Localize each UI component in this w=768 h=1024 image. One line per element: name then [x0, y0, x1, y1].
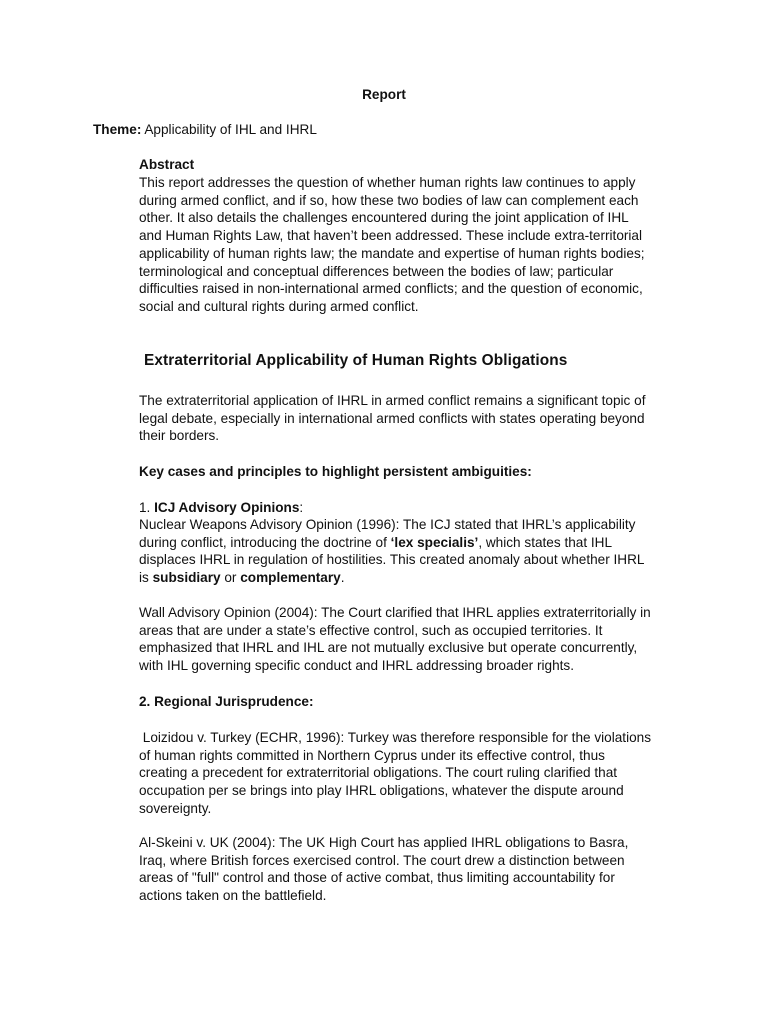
nuclear-line [139, 534, 679, 552]
alskeini-line: Iraq, where British forces exercised control. The court drew a distinction between [139, 852, 625, 868]
abstract-line: and Human Rights Law, that haven’t been addressed. These include extra-territorial [139, 228, 643, 244]
loizidou-line: Loizidou v. Turkey (ECHR, 1996): Turkey was therefore responsible for the violations [139, 730, 652, 745]
complementary-term: complementary [240, 570, 341, 586]
icj-heading [139, 499, 679, 517]
wall-line: emphasized that IHRL and IHL are not mutually exclusive but operate concurrently, [139, 640, 638, 656]
nuclear-line: Nuclear Weapons Advisory Opinion (1996): The ICJ stated that IHRL’s applicability [139, 517, 636, 532]
wall-opinion-paragraph [139, 604, 679, 675]
abstract-line: social and cultural rights during armed conflict. [139, 298, 419, 314]
alskeini-line: Al-Skeini v. UK (2004): The UK High Court has applied IHRL obligations to Basra, [139, 835, 629, 850]
abstract-line: during armed conflict, and if so, how these two bodies of law can complement each [139, 192, 639, 208]
wall-line: with IHL governing specific conduct and IHRL addressing broader rights. [139, 658, 574, 674]
loizidou-line: occupation per se brings into play IHRL obligations, whatever the dispute around [139, 783, 624, 799]
report-title: Report [362, 87, 406, 102]
abstract-body [139, 174, 679, 316]
icj-colon: : [299, 500, 304, 515]
nuclear-text: during conflict, introducing the doctrine of [139, 534, 391, 550]
theme-line [93, 121, 317, 139]
loizidou-line: sovereignty. [139, 800, 212, 816]
intro-line: their borders. [139, 428, 220, 444]
abstract-heading: Abstract [139, 157, 195, 172]
theme-label: Theme: [93, 122, 142, 137]
section-intro [139, 392, 679, 445]
wall-line: Wall Advisory Opinion (2004): The Court clarified that IHRL applies extraterritorially in [139, 605, 651, 620]
alskeini-line: areas of "full" control and those of active combat, thus limiting accountability for [139, 870, 615, 886]
nuclear-line: displaces IHRL in regulation of hostilities. This created anomaly about whether IHRL [139, 552, 645, 568]
subsidiary-term: subsidiary [152, 570, 221, 586]
intro-line: legal debate, especially in international armed conflicts with states operating beyond [139, 410, 645, 426]
nuclear-weapons-paragraph [139, 516, 679, 587]
abstract-line: difficulties raised in non-international armed conflicts; and the question of economic, [139, 281, 643, 297]
theme-value: Applicability of IHL and IHRL [141, 122, 317, 137]
nuclear-text: , which states that IHL [478, 534, 613, 550]
loizidou-line: of human rights committed in Northern Cyprus under its effective control, thus [139, 747, 605, 763]
icj-number: 1. [139, 500, 155, 515]
nuclear-line [139, 569, 679, 587]
al-skeini-paragraph [139, 834, 679, 905]
icj-title: ICJ Advisory Opinions [154, 500, 300, 515]
abstract-line: This report addresses the question of whether human rights law continues to apply [139, 175, 636, 190]
loizidou-paragraph [139, 729, 679, 818]
abstract-line: applicability of human rights law; the mandate and expertise of human rights bodies; [139, 245, 645, 261]
abstract-line: other. It also details the challenges encountered during the joint application of IHL [139, 210, 629, 226]
intro-line: The extraterritorial application of IHRL in armed conflict remains a significant topic of [139, 393, 646, 408]
section-heading: Extraterritorial Applicability of Human Rights Obligations [144, 352, 568, 369]
nuclear-text: or [220, 570, 241, 586]
nuclear-text: is [139, 570, 153, 586]
lex-specialis-term: ‘lex specialis’ [390, 534, 479, 550]
nuclear-text: . [340, 570, 345, 586]
loizidou-line: creating a precedent for extraterritorial obligations. The court ruling clarified that [139, 765, 618, 781]
wall-line: areas that are under a state’s effective control, such as occupied territories. It [139, 622, 603, 638]
alskeini-line: actions taken on the battlefield. [139, 888, 327, 904]
abstract-line: terminological and conceptual differences between the bodies of law; particular [139, 263, 614, 279]
regional-heading: 2. Regional Jurisprudence: [139, 694, 314, 709]
key-cases-heading: Key cases and principles to highlight persistent ambiguities: [139, 464, 532, 479]
